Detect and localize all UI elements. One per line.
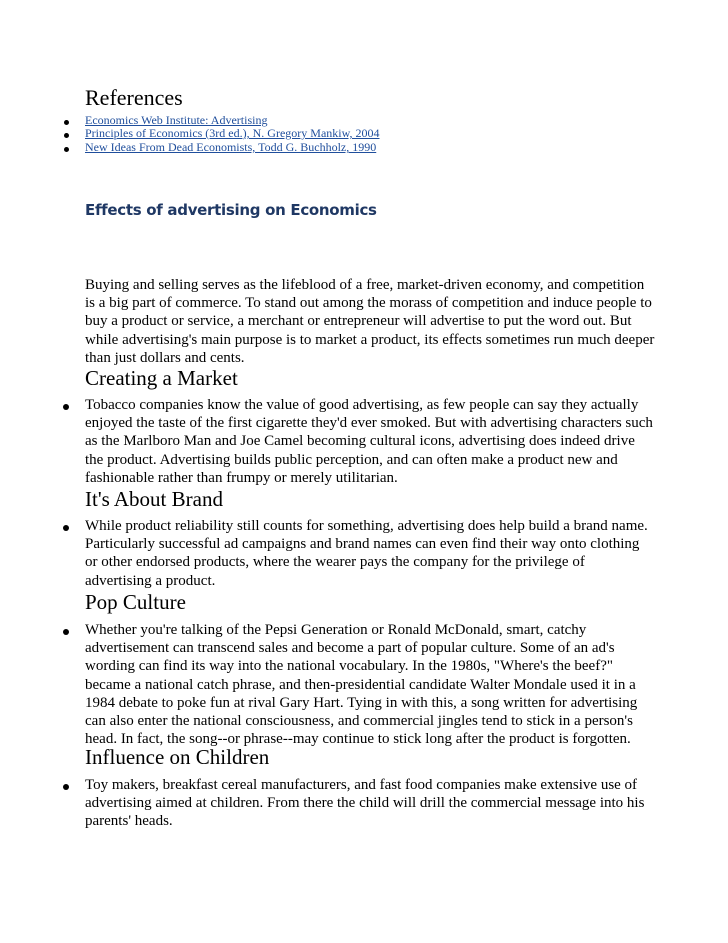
section-heading-its-about-brand: It's About Brand	[85, 487, 223, 511]
reference-link-1[interactable]: Economics Web Institute: Advertising	[85, 113, 268, 127]
section-text-pop-culture: Whether you're talking of the Pepsi Generation or Ronald McDonald, smart, catchy advertisement can transcend sales and become a part of popular culture. Some of an ad's wording can find its way into the national vocabulary. In the 1980s, "Where's the beef?" became a national catch phrase, and then-presidential candidate Walter Mondale used it in a 1984 debate to poke fun at rival Gary Hart. Tying in with this, a song written for advertising can also enter the national consciousness, and commercial jingles tend to stick in a person's head. In fact, the song--or phrase--may continue to stick long after the product is forgotten.	[85, 622, 638, 748]
article-title: Effects of advertising on Economics	[85, 201, 377, 219]
section-text-creating-a-market: Tobacco companies know the value of good advertising, as few people can say they actually enjoyed the taste of the first cigarette they'd ever smoked. But with advertising characters such as the Marlboro Man and Joe Camel becoming cultural icons, advertising does indeed drive the product. Advertising builds public perception, and can often make a product new and fashionable rather than frumpy or merely utilitarian.	[85, 397, 653, 486]
section-heading-creating-a-market: Creating a Market	[85, 366, 238, 390]
section-text-its-about-brand: While product reliability still counts for something, advertising does help build a brand name. Particularly successful ad campaigns and brand names can even find their way onto clothing or other endorsed products, where the wearer pays the company for the privilege of advertising a product.	[85, 518, 648, 589]
reference-link-2[interactable]: Principles of Economics (3rd ed.), N. Gregory Mankiw, 2004	[85, 126, 380, 140]
bullet-icon	[63, 404, 69, 410]
bullet-icon	[63, 629, 69, 635]
bullet-icon	[64, 133, 69, 138]
references-heading: References	[85, 85, 183, 110]
bullet-icon	[64, 147, 69, 152]
bullet-icon	[64, 120, 69, 125]
intro-paragraph: Buying and selling serves as the lifeblood of a free, market-driven economy, and competition is a big part of commerce. To stand out among the morass of competition and induce people to buy a product or service, a merchant or entrepreneur will advertise to put the word out. But while advertising's main purpose is to market a product, its effects sometimes run much deeper than just dollars and cents.	[85, 277, 655, 366]
section-heading-influence-on-children: Influence on Children	[85, 745, 270, 769]
reference-link-3[interactable]: New Ideas From Dead Economists, Todd G. Buchholz, 1990	[85, 140, 377, 154]
section-text-influence-on-children: Toy makers, breakfast cereal manufacturers, and fast food companies make extensive use of advertising aimed at children. From there the child will drill the commercial message into his parents' heads.	[85, 777, 645, 830]
bullet-icon	[63, 525, 69, 531]
section-heading-pop-culture: Pop Culture	[85, 590, 186, 614]
bullet-icon	[63, 784, 69, 790]
